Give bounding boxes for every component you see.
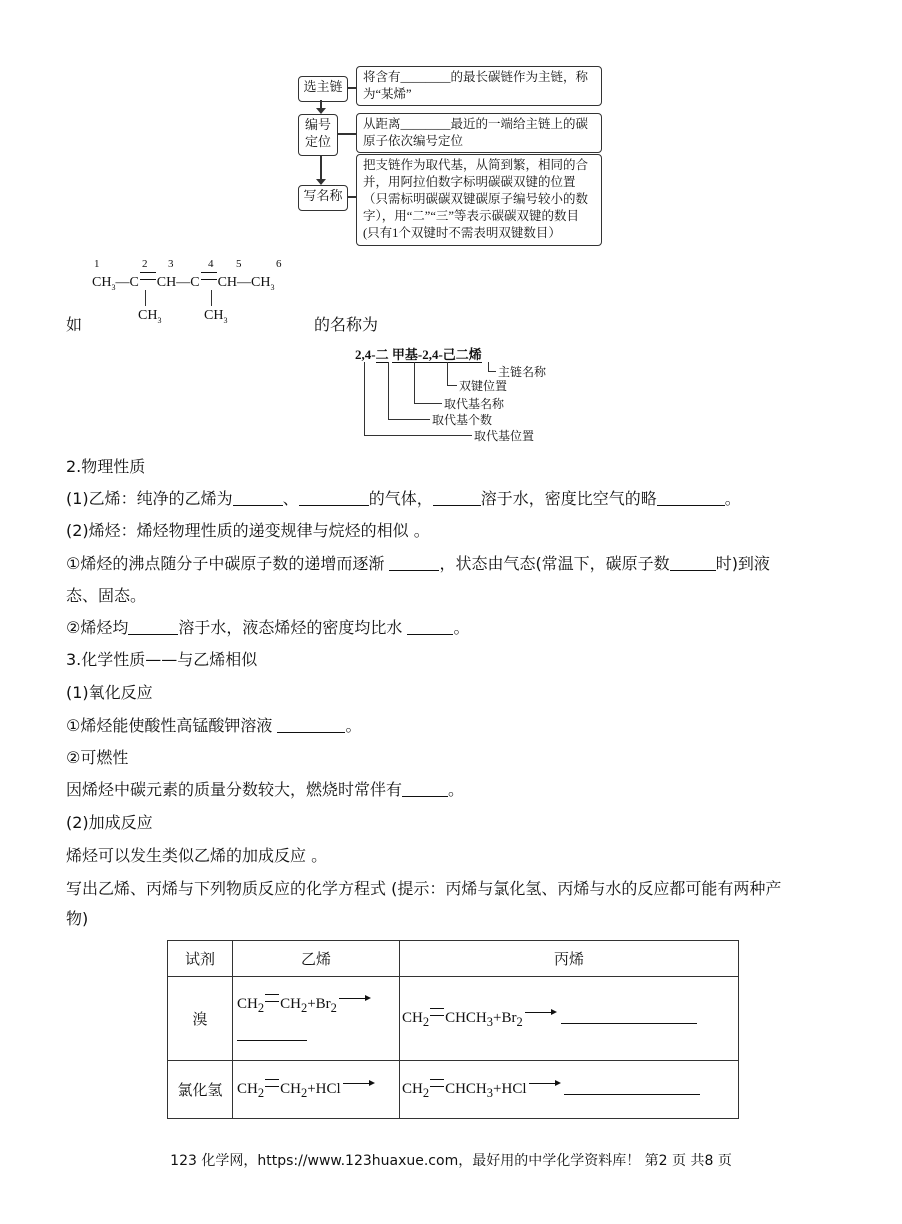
paragraph: 烯烃可以发生类似乙烯的加成反应 。 bbox=[66, 846, 328, 865]
paragraph: 写出乙烯、丙烯与下列物质反应的化学方程式 (提示：丙烯与氯化氢、丙烯与水的反应都可能有两种产 bbox=[66, 879, 782, 898]
flow-step-select-chain: 选主链 bbox=[298, 76, 348, 102]
equation: $CH_2$ $CH_2+Br_2$ bbox=[237, 994, 398, 1016]
answer-blank[interactable] bbox=[237, 1024, 307, 1041]
annotation-substituent-position: 取代基位置 bbox=[474, 429, 535, 443]
paragraph: ②烯烃均 溶于水，液态烯烃的密度均比水 。 bbox=[66, 618, 470, 637]
carbon-number: 5 bbox=[236, 258, 242, 270]
paragraph: ①烯烃能使酸性高锰酸钾溶液 。 bbox=[66, 716, 362, 735]
reagent-cell: 溴 bbox=[168, 977, 233, 1061]
flow-desc-numbering: 从距离________最近的一端给主链上的碳原子依次编号定位 bbox=[356, 113, 602, 153]
section-title: 2.物理性质 bbox=[66, 457, 146, 476]
flow-desc-select-chain: 将含有________的最长碳链作为主链，称为“某烯” bbox=[356, 66, 602, 106]
flow-step-write-name: 写名称 bbox=[298, 185, 348, 211]
subsection-title: (2)加成反应 bbox=[66, 813, 153, 832]
equation: $CH_2$ $CHCH_3+HCl$ bbox=[402, 1078, 737, 1101]
answer-blank[interactable] bbox=[299, 489, 369, 506]
table-row bbox=[168, 977, 739, 1061]
branch-methyl: $CH_3$ bbox=[204, 308, 228, 325]
table-row bbox=[168, 1061, 739, 1119]
example-suffix: 的名称为 bbox=[314, 315, 379, 334]
equation: $CH_2$ $CHCH_3+Br_2$ bbox=[402, 1007, 737, 1030]
carbon-number: 4 bbox=[208, 258, 214, 270]
reaction-arrow-icon bbox=[343, 1079, 375, 1089]
answer-blank[interactable] bbox=[407, 618, 453, 635]
flow-desc-write-name: 把支链作为取代基，从简到繁，相同的合并，用阿拉伯数字标明碳碳双键的位置（只需标明碳碳双键碳原子编号较小的数字），用“二”“三”等表示碳碳双键的数目(只有1个双键时不需表明双键数目） bbox=[356, 154, 602, 246]
down-arrow-icon bbox=[316, 179, 326, 185]
carbon-number: 6 bbox=[276, 258, 282, 270]
carbon-number: 3 bbox=[168, 258, 174, 270]
paragraph: (1)乙烯：纯净的乙烯为 、 的气体， 溶于水，密度比空气的略 。 bbox=[66, 489, 741, 508]
carbon-number: 1 bbox=[94, 258, 100, 270]
paragraph: ①烯烃的沸点随分子中碳原子数的递增而逐渐 ，状态由气态(常温下，碳原子数 时)到液 bbox=[66, 554, 770, 573]
main-chain: $CH_3—C$ CH—C $CH—CH_3$ bbox=[92, 272, 275, 292]
paragraph: 物) bbox=[66, 909, 89, 928]
reaction-arrow-icon bbox=[339, 994, 371, 1004]
section-title: 3.化学性质——与乙烯相似 bbox=[66, 650, 258, 669]
equation: $CH_2$ $CH_2+HCl$ bbox=[237, 1079, 398, 1101]
answer-blank[interactable] bbox=[564, 1078, 700, 1095]
equation-cell bbox=[400, 1061, 739, 1119]
page-footer: 123 化学网，https://www.123huaxue.com，最好用的中学化学资料库！ 第2 页 共8 页 bbox=[170, 1153, 732, 1169]
equation-cell bbox=[400, 977, 739, 1061]
answer-blank[interactable] bbox=[402, 780, 448, 797]
equation-cell bbox=[233, 977, 400, 1061]
reaction-arrow-icon bbox=[525, 1008, 557, 1018]
answer-blank[interactable] bbox=[389, 554, 439, 571]
answer-blank[interactable] bbox=[233, 489, 283, 506]
table-header-row bbox=[168, 941, 739, 977]
answer-blank[interactable] bbox=[670, 554, 716, 571]
equation-cell bbox=[233, 1061, 400, 1119]
subsection-title: (1)氧化反应 bbox=[66, 683, 153, 702]
table-header: 乙烯 bbox=[233, 941, 400, 977]
example-prefix: 如 bbox=[66, 315, 83, 334]
annotation-double-bond: 双键位置 bbox=[459, 379, 508, 393]
annotation-main-chain: 主链名称 bbox=[498, 365, 547, 379]
flow-step-numbering: 编号定位 bbox=[298, 114, 338, 156]
paragraph: ②可燃性 bbox=[66, 748, 129, 767]
paragraph: (2)烯烃：烯烃物理性质的递变规律与烷烃的相似 。 bbox=[66, 521, 430, 540]
reaction-arrow-icon bbox=[529, 1079, 561, 1089]
carbon-number: 2 bbox=[142, 258, 148, 270]
table-header: 试剂 bbox=[168, 941, 233, 977]
reagent-cell: 氯化氢 bbox=[168, 1061, 233, 1119]
annotation-substituent-name: 取代基名称 bbox=[444, 397, 505, 411]
answer-blank[interactable] bbox=[433, 489, 481, 506]
reaction-table bbox=[167, 940, 739, 1119]
branch-methyl: $CH_3$ bbox=[138, 308, 162, 325]
annotation-substituent-count: 取代基个数 bbox=[432, 413, 493, 427]
answer-blank[interactable] bbox=[657, 489, 725, 506]
answer-blank[interactable] bbox=[128, 618, 178, 635]
answer-blank[interactable] bbox=[561, 1007, 697, 1024]
down-arrow-icon bbox=[316, 108, 326, 114]
answer-blank[interactable] bbox=[277, 716, 345, 733]
paragraph: 态、固态。 bbox=[66, 586, 147, 605]
paragraph: 因烯烃中碳元素的质量分数较大，燃烧时常伴有 。 bbox=[66, 780, 465, 799]
table-header: 丙烯 bbox=[400, 941, 739, 977]
compound-name: 2,4-二 甲基-2,4-己二烯 bbox=[355, 347, 482, 362]
